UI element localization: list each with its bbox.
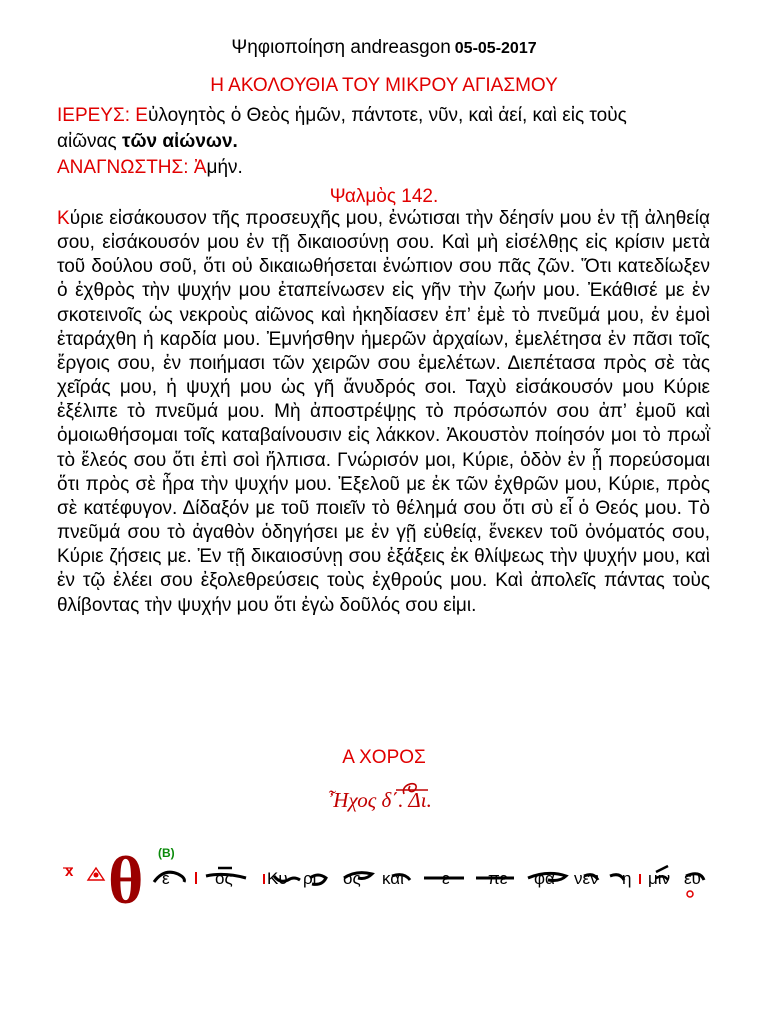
psalm-title: Ψαλμὸς 142. — [329, 186, 439, 207]
syllable: ος — [343, 869, 361, 888]
reader-label: ΑΝΑΓΝΩΣΤΗΣ: — [57, 157, 189, 178]
syllable: Κυ — [267, 869, 288, 888]
syllable: ε — [442, 869, 450, 888]
small-delta-dot — [94, 873, 99, 878]
syllable: φα — [534, 869, 555, 888]
mark-x: x — [65, 863, 74, 880]
reader-line — [57, 157, 768, 179]
header-text: Ψηφιοποίηση andreasgon — [231, 37, 451, 58]
echos-ornament — [300, 774, 460, 804]
priest-text-1: ὐλογητὸς ὁ Θεὸς ἡμῶν, πάντοτε, νῦν, καὶ ἀεί, καὶ εἰς τοὺς — [147, 105, 627, 126]
syllable: ος — [215, 869, 233, 888]
mark-b: (B) — [158, 846, 175, 860]
echos-label: Ἦχος δ΄. Δι. — [300, 788, 460, 813]
psalm-text — [57, 207, 710, 618]
syllable: ρι — [303, 869, 317, 888]
priest-line-1 — [57, 105, 710, 127]
priest-text-bold: τῶν αἰώνων. — [121, 131, 238, 152]
priest-initial: Ε — [135, 105, 148, 126]
psalm-initial: Κ — [57, 208, 70, 229]
syllable: μιν — [648, 869, 671, 888]
psalm-body: ύριε εἰσάκουσον τῆς προσευχῆς μου, ἐνώτισαι τὴν δέησίν μου ἐν τῇ ἀληθείᾳ σου, εἰσάκουσόν μου ἐν τῇ δικαιοσύνῃ σου. Καὶ μὴ εἰσέλθῃς εἰς κρίσιν μετὰ τοῦ δούλου σοῦ, ὅτι οὐ δικαιωθήσεται ἐνώπιον σου πᾶς ζῶν. Ὅτι κατεδίωξεν ὁ ἐχθρὸς τὴν ψυχήν μου ἐταπείνωσεν εἰς γῆν τὴν ζωήν μου. Ἐκάθισέ με ἐν σκοτεινοῖς ὡς νεκροὺς αἰῶνος καὶ ἠκηδίασεν ἐπ’ ἐμὲ τὸ πνεῦμά μου, ἐν ἐμοὶ ἐταράχθη ἡ καρδία μου. Ἐμνήσθην ἡμερῶν ἀρχαίων, ἐμελέτησα ἐν πᾶσι τοῖς ἔργοις σου, ἐν ποιήμασι τῶν χειρῶν σου ἐμελέτων. Διεπέτασα πρὸς σὲ τὰς χεῖράς μου, ἡ ψυχή μου ὡς γῆ ἄνυδρός σοι. Ταχὺ εἰσάκουσόν μου Κύριε ἐξέλιπε τὸ πνεῦμά μου. Μὴ ἀποστρέψῃς τὸ πρόσωπόν σου ἀπ’ ἐμοῦ καὶ ὁμοιωθήσομαι τοῖς καταβαίνουσιν εἰς λάκκον. Ἀκουστὸν ποίησόν μοι τὸ πρωῒ τὸ ἔλεός σου ὅτι ἐπὶ σοὶ ἤλπισα. Γνώρισόν μοι, Κύριε, ὁδὸν ἐν ᾗ πορεύσομαι ὅτι πρὸς σὲ ἦρα τὴν ψυχήν μου. Ἐξελοῦ με ἐκ τῶν ἐχθρῶν μου, Κύριε, πρὸς σὲ κατέφυγον. Δίδαξόν με τοῦ ποιεῖν τὸ θέλημά σου ὅτι σὺ εἶ ὁ Θεός μου. Τὸ πνεῦμά σου τὸ ἀγαθὸν ὁδηγήσει με ἐν γῇ εὐθείᾳ, ἕνεκεν τοῦ ὀνόματός σου, Κύριε ζήσεις με. Ἐν τῇ δικαιοσύνῃ σου ἐξάξεις ἐκ θλίψεως τὴν ψυχήν μου, καὶ ἐν τῷ ἐλέει σου ἐξολεθρεύσεις τοὺς ἐχθρούς μου. Καὶ ἀπολεῖς πάντας τοὺς θλίβοντας τὴν ψυχήν μου ὅτι ἐγὼ δοῦλός σου εἰμι. — [57, 208, 710, 616]
syllable: νεν — [574, 869, 599, 888]
syllable: ε — [162, 869, 170, 888]
priest-line-2 — [57, 131, 768, 153]
choir-label: Α ΧΟΡΟΣ — [342, 747, 426, 768]
reader-initial: Ἀ — [193, 157, 207, 178]
header-date: 05-05-2017 — [454, 40, 537, 57]
digitization-header — [0, 37, 768, 59]
service-title: Η ΑΚΟΛΟΥΘΙΑ ΤΟΥ ΜΙΚΡΟΥ ΑΓΙΑΣΜΟΥ — [210, 75, 558, 96]
reader-text: μήν. — [206, 157, 243, 178]
syllable: ευ — [684, 869, 701, 888]
syllable: πε — [488, 869, 508, 888]
syllable: και — [382, 869, 404, 888]
initial-theta: θ — [108, 842, 144, 910]
priest-label: ΙΕΡΕΥΣ: — [57, 105, 130, 126]
mark-small — [687, 891, 693, 897]
priest-text-2: αἰῶνας — [57, 131, 122, 152]
syllable: η — [622, 869, 632, 888]
